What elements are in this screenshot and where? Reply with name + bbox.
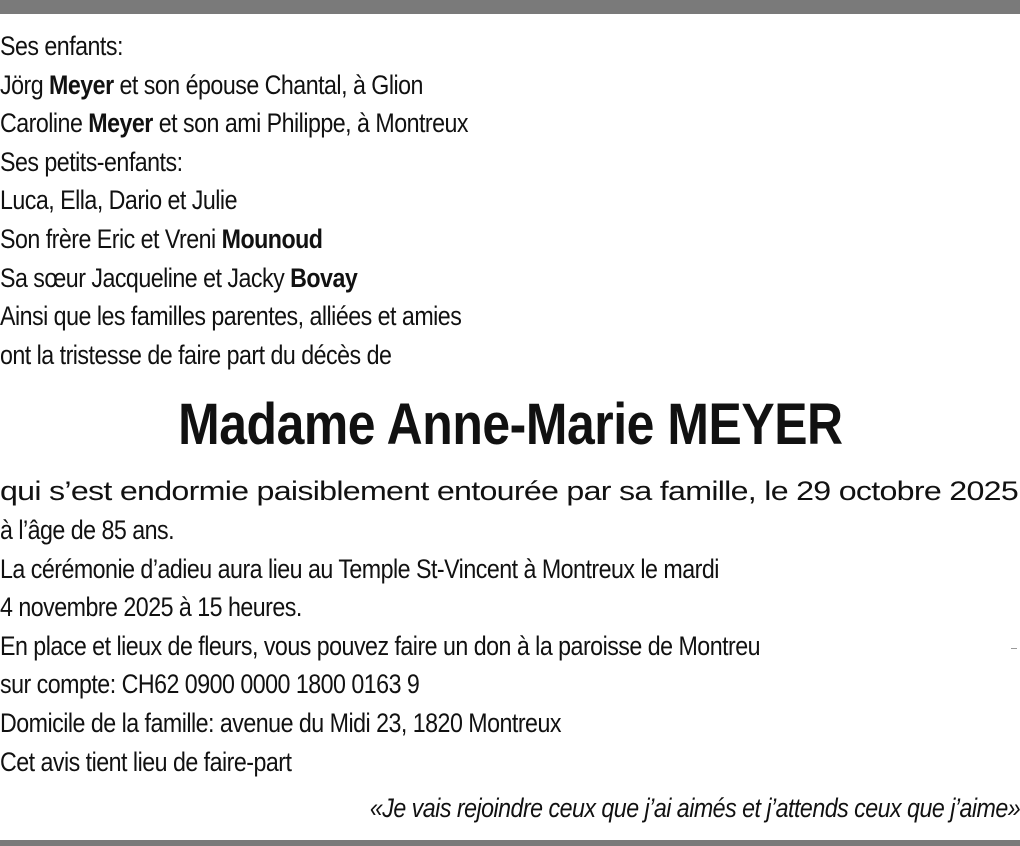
obituary-notice [0, 27, 1020, 827]
top-rule [0, 0, 1020, 14]
intro-line: Son frère Eric et Vreni Mounoud [0, 223, 323, 254]
body-line: La cérémonie d’adieu aura lieu au Temple St-Vincent à Montreux le mardi [0, 553, 719, 584]
overflow-mark [1011, 648, 1017, 649]
intro-line: Ainsi que les familles parentes, alliées et amies [0, 301, 462, 332]
deceased-name-heading: Madame Anne-Marie MEYER [177, 392, 843, 458]
intro-line: Ses petits-enfants: [0, 146, 183, 177]
bottom-rule [0, 840, 1020, 846]
intro-line: Ses enfants: [0, 31, 123, 61]
family-announcement [0, 27, 1020, 374]
body-line: Domicile de la famille: avenue du Midi 23, 1820 Montreux [0, 707, 561, 738]
body-line: En place et lieux de fleurs, vous pouvez faire un don à la paroisse de Montreu [0, 630, 761, 661]
intro-line: Jörg Meyer et son épouse Chantal, à Glion [0, 69, 423, 100]
intro-line: Sa sœur Jacqueline et Jacky Bovay [0, 262, 358, 293]
announcement-body [0, 472, 1020, 781]
body-line: 4 novembre 2025 à 15 heures. [0, 592, 302, 623]
body-line: Cet avis tient lieu de faire-part [0, 746, 292, 777]
intro-line: Caroline Meyer et son ami Philippe, à Montreux [0, 108, 469, 139]
intro-line: ont la tristesse de faire part du décès de [0, 339, 392, 370]
body-line: sur compte: CH62 0900 0000 1800 0163 9 [0, 669, 420, 700]
closing-quote: «Je vais rejoindre ceux que j’ai aimés et j’attends ceux que j’aime» [369, 793, 1020, 824]
body-line: à l’âge de 85 ans. [0, 514, 175, 545]
body-line-justified: qui s’est endormie paisiblement entourée par sa famille, le 29 octobre 2025 [0, 476, 1019, 507]
intro-line: Luca, Ella, Dario et Julie [0, 185, 237, 216]
